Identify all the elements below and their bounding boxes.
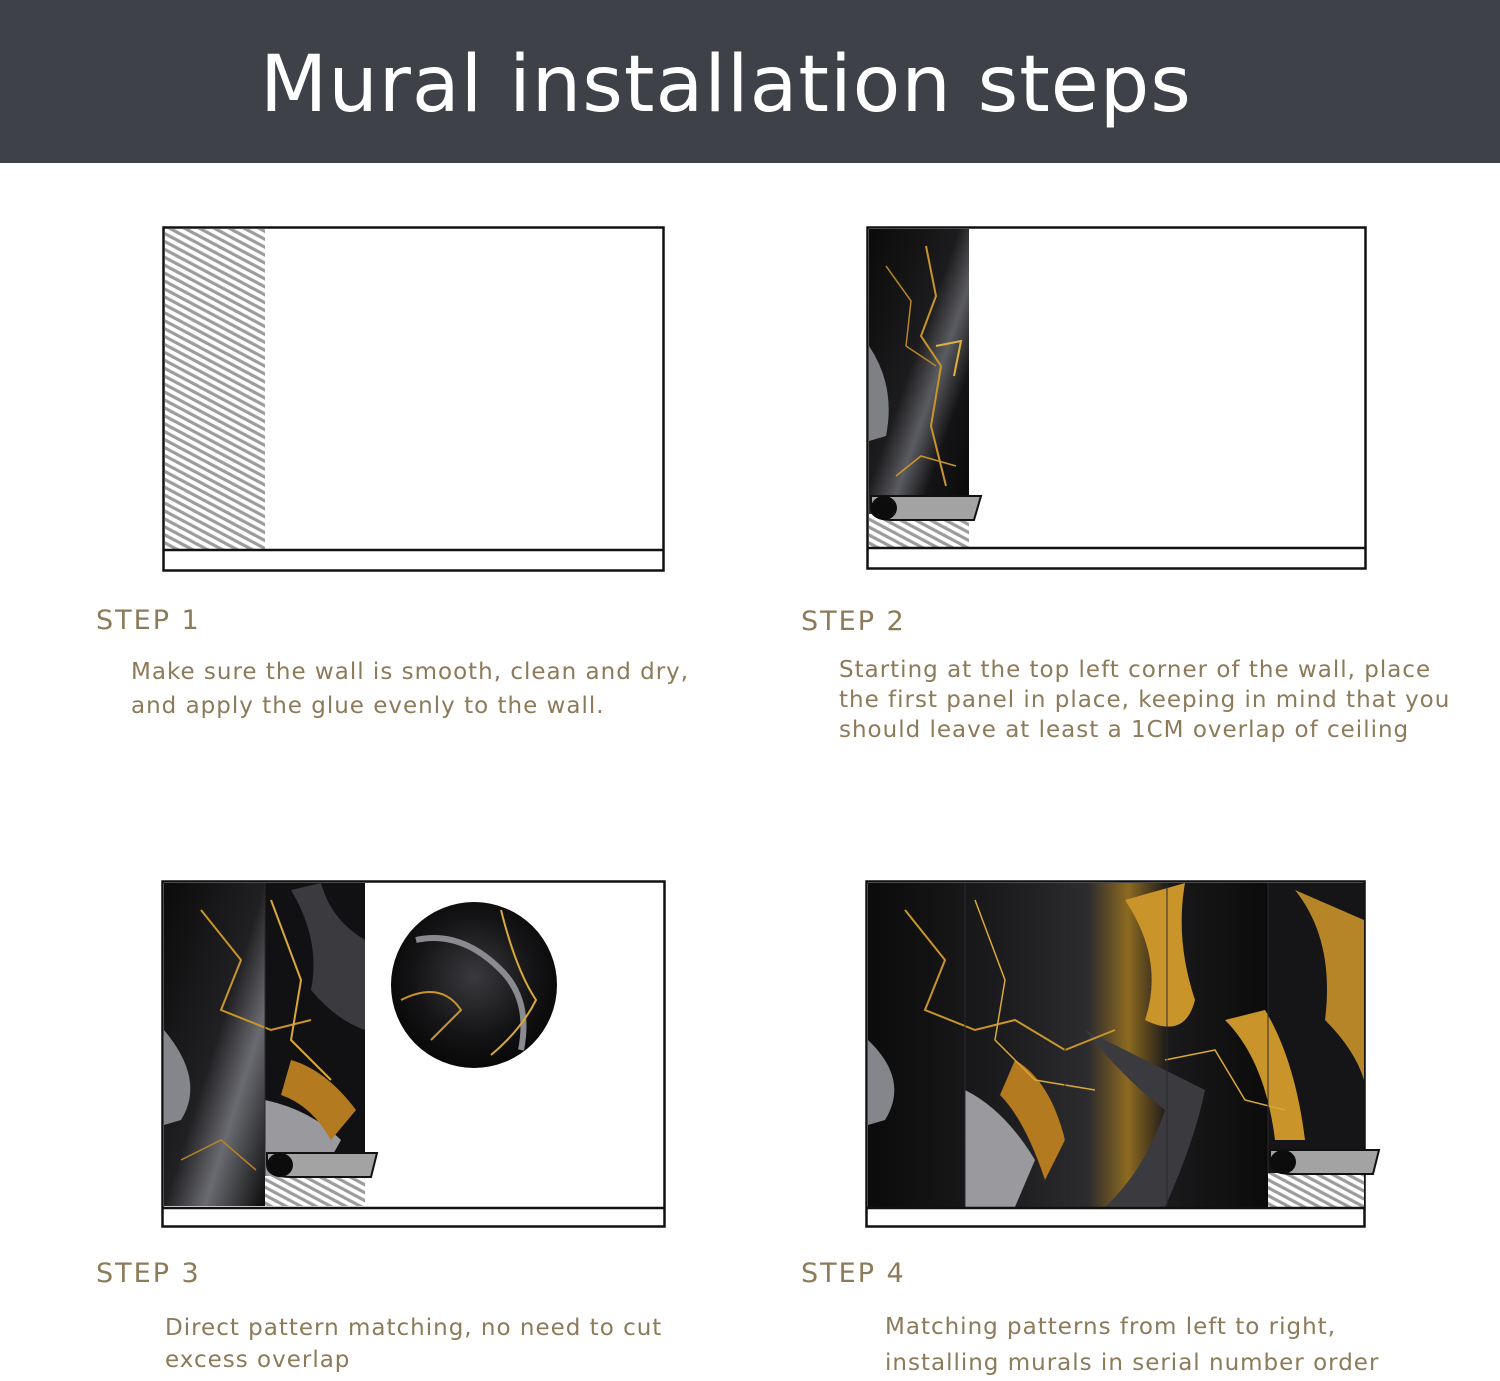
- step-2-diagram: [866, 226, 1386, 574]
- step-3-line-1: Direct pattern matching, no need to cut: [165, 1315, 663, 1341]
- step-4-line-1: Matching patterns from left to right,: [885, 1314, 1337, 1340]
- step-2-label: STEP 2: [801, 606, 906, 637]
- glue-area: [265, 1176, 365, 1206]
- step-2-line-3: should leave at least a 1CM overlap of ceiling: [839, 717, 1410, 743]
- step-2-description: [839, 655, 1450, 745]
- step-3-label: STEP 3: [96, 1258, 201, 1289]
- step-1-diagram: [162, 226, 666, 574]
- step-4-diagram: [865, 880, 1385, 1232]
- pattern-detail-circle: [391, 902, 557, 1068]
- step-1-description: [131, 655, 689, 723]
- step-4-line-2: installing murals in serial number order: [885, 1350, 1380, 1376]
- step-3-diagram: [161, 880, 669, 1232]
- page-title: Mural installation steps: [260, 40, 1192, 130]
- glue-area: [1268, 1173, 1364, 1207]
- glue-area: [165, 229, 265, 550]
- step-2-line-2: the first panel in place, keeping in mind that you: [839, 687, 1451, 713]
- step-1-line-2: and apply the glue evenly to the wall.: [131, 693, 605, 719]
- step-4-description: [885, 1309, 1379, 1381]
- step-3-description: [165, 1312, 662, 1376]
- step-1-line-1: Make sure the wall is smooth, clean and dry,: [131, 659, 690, 685]
- step-2-line-1: Starting at the top left corner of the wall, place: [839, 657, 1432, 683]
- header-banner: [0, 0, 1500, 163]
- step-1-label: STEP 1: [96, 605, 201, 636]
- step-3-line-2: excess overlap: [165, 1347, 351, 1373]
- step-4-label: STEP 4: [801, 1258, 906, 1289]
- first-panel: [869, 229, 969, 514]
